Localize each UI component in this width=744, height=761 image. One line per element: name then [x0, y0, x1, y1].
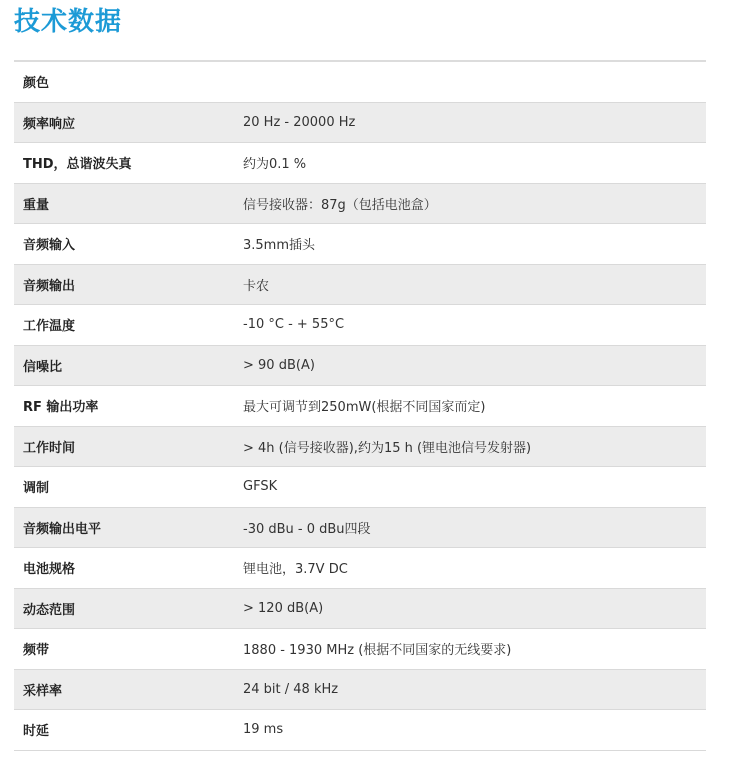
spec-row-frequency-response: [14, 103, 706, 144]
spec-label: 调制: [23, 481, 50, 497]
spec-label: 电池规格: [23, 562, 76, 578]
spec-row-audio-output-level: [14, 508, 706, 549]
spec-row-frequency-band: [14, 629, 706, 670]
spec-value: 锂电池，3.7V DC: [243, 562, 348, 578]
spec-row-latency: [14, 710, 706, 751]
spec-value: > 120 dB(A): [243, 600, 324, 616]
spec-value: 1880 - 1930 MHz (根据不同国家的无线要求): [243, 643, 512, 659]
spec-label: 频率响应: [23, 116, 76, 132]
spec-value: 信号接收器：87g（包括电池盒）: [243, 197, 437, 213]
spec-label: 时延: [23, 724, 50, 740]
spec-row-audio-output: [14, 265, 706, 306]
spec-row-battery: [14, 548, 706, 589]
spec-label: 颜色: [23, 76, 50, 92]
spec-row-operating-time: [14, 427, 706, 468]
spec-value: 约为0.1 %: [243, 157, 307, 173]
spec-row-snr: [14, 346, 706, 387]
spec-value: 19 ms: [243, 722, 284, 738]
spec-value: 3.5mm插头: [243, 238, 316, 254]
spec-row-rf-output-power: [14, 386, 706, 427]
spec-label: 工作时间: [23, 440, 76, 456]
spec-label: RF 输出功率: [23, 400, 99, 416]
spec-label: 频带: [23, 643, 50, 659]
spec-row-modulation: [14, 467, 706, 508]
spec-value: -30 dBu - 0 dBu四段: [243, 521, 371, 537]
spec-label: 音频输出电平: [23, 521, 102, 537]
tech-specs-section: [14, 0, 706, 740]
spec-row-thd: [14, 143, 706, 184]
page-title: 技术数据: [14, 7, 123, 37]
spec-row-weight: [14, 184, 706, 225]
spec-label: 音频输出: [23, 278, 76, 294]
spec-label: 重量: [23, 197, 50, 213]
spec-label: 信噪比: [23, 359, 63, 375]
spec-row-operating-temperature: [14, 305, 706, 346]
spec-row-sample-rate: [14, 670, 706, 711]
spec-table: [14, 60, 706, 751]
spec-row-dynamic-range: [14, 589, 706, 630]
spec-value: GFSK: [243, 479, 278, 495]
spec-value: 24 bit / 48 kHz: [243, 681, 339, 697]
spec-label: THD，总谐波失真: [23, 157, 132, 173]
spec-label: 工作温度: [23, 319, 76, 335]
spec-value: 最大可调节到250mW(根据不同国家而定): [243, 400, 486, 416]
spec-value: > 4h (信号接收器),约为15 h (锂电池信号发射器): [243, 440, 532, 456]
spec-row-audio-input: [14, 224, 706, 265]
spec-label: 音频输入: [23, 238, 76, 254]
spec-value: -10 °C - + 55°C: [243, 317, 345, 333]
spec-value: > 90 dB(A): [243, 357, 315, 373]
spec-label: 动态范围: [23, 602, 76, 618]
spec-row-color: [14, 62, 706, 103]
spec-value: 卡农: [243, 278, 270, 294]
spec-label: 采样率: [23, 683, 63, 699]
spec-value: 20 Hz - 20000 Hz: [243, 114, 356, 130]
